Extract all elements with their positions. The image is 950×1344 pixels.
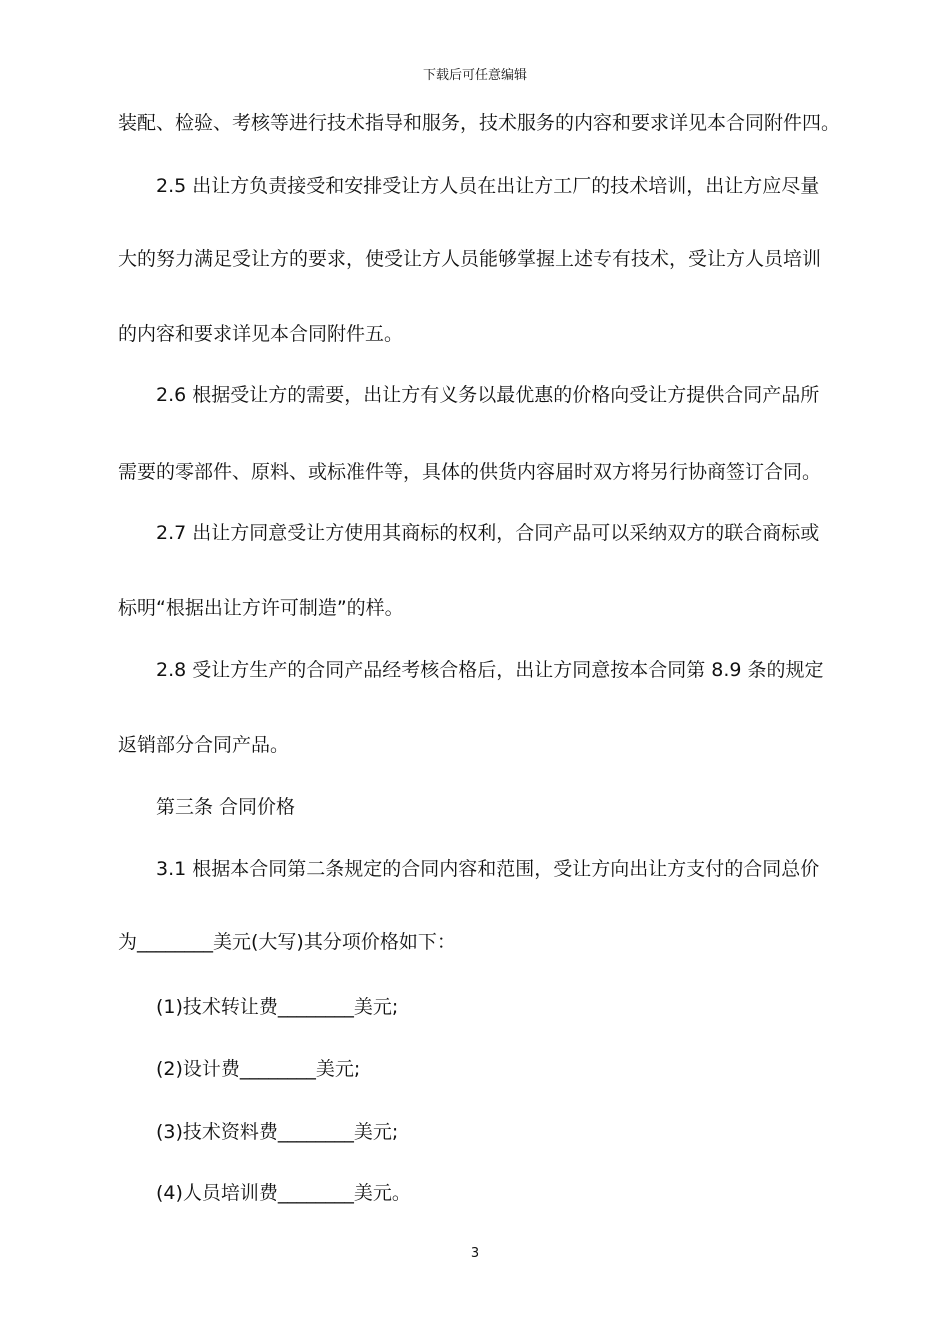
text-line: 返销部分合同产品。 (118, 734, 290, 756)
price-item: (4)人员培训费________美元。 (156, 1182, 411, 1204)
text-line: 2.8 受让方生产的合同产品经考核合格后，出让方同意按本合同第 8.9 条的规定 (156, 659, 824, 681)
price-item: (3)技术资料费________美元; (156, 1121, 399, 1143)
text-line: 3.1 根据本合同第二条规定的合同内容和范围，受让方向出让方支付的合同总价 (156, 858, 820, 880)
section-heading: 第三条 合同价格 (156, 796, 296, 818)
page-number: 3 (470, 1246, 480, 1261)
price-item: (1)技术转让费________美元; (156, 996, 399, 1018)
page-header: 下载后可任意编辑 (422, 68, 527, 83)
text-line: 2.6 根据受让方的需要，出让方有义务以最优惠的价格向受让方提供合同产品所 (156, 384, 820, 406)
text-line: 2.7 出让方同意受让方使用其商标的权利，合同产品可以采纳双方的联合商标或 (156, 522, 820, 544)
text-line: 装配、检验、考核等进行技术指导和服务，技术服务的内容和要求详见本合同附件四。 (118, 112, 841, 134)
text-line: 需要的零部件、原料、或标准件等，具体的供货内容届时双方将另行协商签订合同。 (118, 461, 822, 483)
text-line: 为________美元(大写)其分项价格如下： (118, 931, 456, 953)
price-item: (2)设计费________美元; (156, 1058, 361, 1080)
text-line: 的内容和要求详见本合同附件五。 (118, 323, 404, 345)
text-line: 2.5 出让方负责接受和安排受让方人员在出让方工厂的技术培训，出让方应尽量 (156, 175, 820, 197)
text-line: 大的努力满足受让方的要求，使受让方人员能够掌握上述专有技术，受让方人员培训 (118, 248, 822, 270)
text-line: 标明“根据出让方许可制造”的样。 (118, 597, 404, 619)
